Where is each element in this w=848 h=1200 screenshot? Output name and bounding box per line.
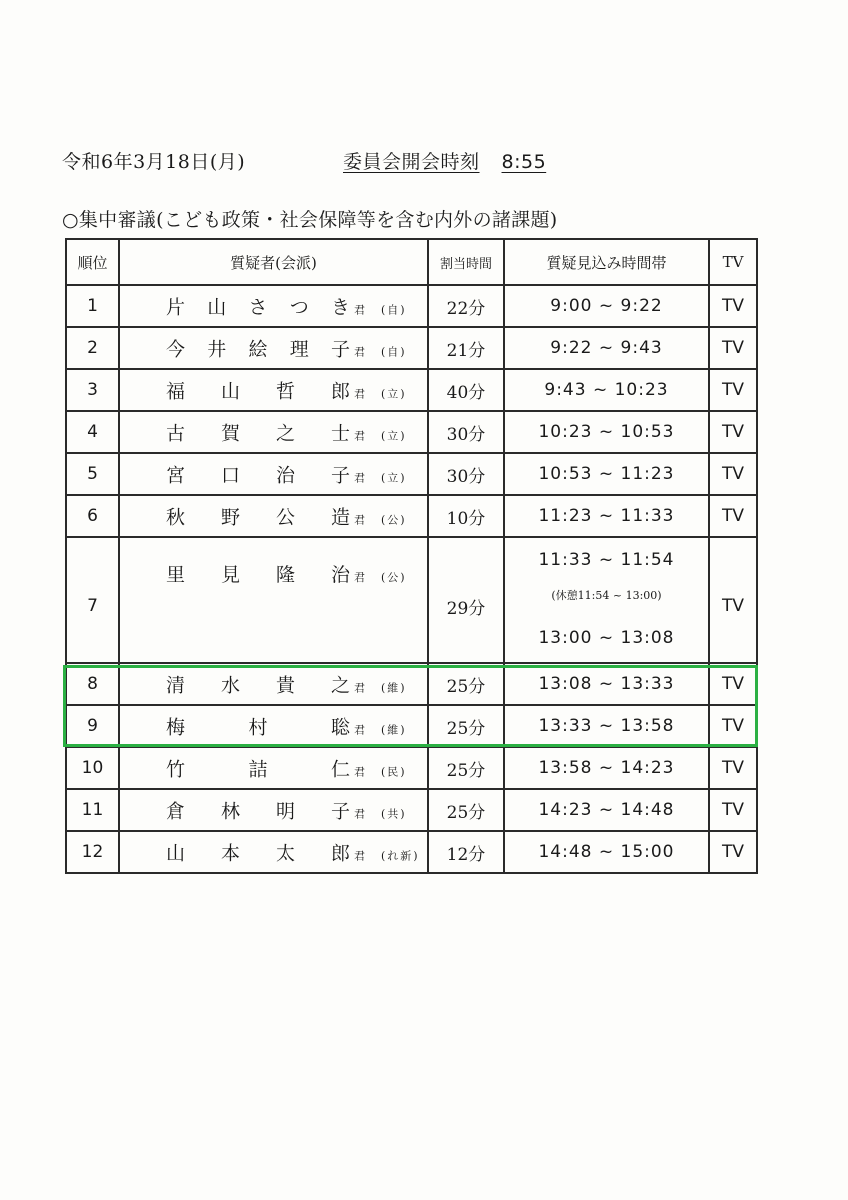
party: (維) [381, 681, 407, 695]
questioner [166, 461, 407, 488]
rank-cell: 8 [66, 663, 119, 705]
tv-cell: TV [709, 285, 757, 327]
rank-cell: 9 [66, 705, 119, 747]
tv-cell: TV [709, 369, 757, 411]
time-slot-cell: 13:08 ~ 13:33 [504, 663, 709, 705]
time-slot-cell: 9:43 ~ 10:23 [504, 369, 709, 411]
rank-cell: 4 [66, 411, 119, 453]
opening-label: 委員会開会時刻 [343, 151, 480, 173]
rank-cell: 12 [66, 831, 119, 873]
honorific: 君 [354, 513, 367, 527]
questioner [166, 839, 420, 866]
questioner-cell [119, 537, 428, 663]
table-row [66, 327, 757, 369]
questioner [166, 755, 407, 782]
time-slot-cell: 9:00 ~ 9:22 [504, 285, 709, 327]
questioner-cell [119, 663, 428, 705]
honorific: 君 [354, 807, 367, 821]
honorific: 君 [354, 681, 367, 695]
questioner-name: 今井絵理子 [166, 338, 352, 361]
questioner-name: 清水貴之 [166, 674, 352, 697]
opening-time-line [343, 147, 546, 174]
party: (公) [381, 571, 407, 584]
time-slot-cell: 14:23 ~ 14:48 [504, 789, 709, 831]
allocated-time-cell: 40分 [428, 369, 504, 411]
questioner [166, 503, 407, 530]
allocated-time-cell: 30分 [428, 453, 504, 495]
time-slot-cell: 13:58 ~ 14:23 [504, 747, 709, 789]
table-header-row [66, 239, 757, 285]
allocated-time-cell: 25分 [428, 663, 504, 705]
questioner-name: 秋野公造 [166, 506, 352, 529]
questioner [166, 560, 407, 587]
party: (れ新) [381, 849, 420, 863]
party: (公) [381, 513, 407, 527]
time-slot-cell: 10:23 ~ 10:53 [504, 411, 709, 453]
questioner-cell [119, 285, 428, 327]
rank-cell: 7 [66, 537, 119, 663]
party: (共) [381, 807, 407, 821]
rank-cell: 3 [66, 369, 119, 411]
time-slot-cell [504, 537, 709, 663]
questioner [166, 377, 407, 404]
party: (立) [381, 471, 407, 485]
header-time-slot: 質疑見込み時間帯 [504, 239, 709, 285]
questioner [166, 671, 407, 698]
tv-cell: TV [709, 789, 757, 831]
questioner-cell [119, 327, 428, 369]
allocated-time-cell: 30分 [428, 411, 504, 453]
questioner-cell [119, 747, 428, 789]
table-row [66, 537, 757, 663]
table-row [66, 453, 757, 495]
party: (民) [381, 765, 407, 779]
honorific: 君 [354, 765, 367, 779]
time-slot-resume: 13:00 ~ 13:08 [538, 628, 675, 648]
honorific: 君 [354, 387, 367, 401]
rank-cell: 11 [66, 789, 119, 831]
time-slot-cell: 10:53 ~ 11:23 [504, 453, 709, 495]
honorific: 君 [354, 345, 367, 359]
allocated-time-cell: 12分 [428, 831, 504, 873]
table-row [66, 369, 757, 411]
table-row [66, 411, 757, 453]
allocated-time-cell: 25分 [428, 789, 504, 831]
tv-cell: TV [709, 747, 757, 789]
header-rank: 順位 [66, 239, 119, 285]
allocated-time-cell: 10分 [428, 495, 504, 537]
questioner-name: 里見隆治 [166, 564, 352, 586]
rank-cell: 6 [66, 495, 119, 537]
table-row [66, 285, 757, 327]
rank-cell: 10 [66, 747, 119, 789]
tv-cell: TV [709, 495, 757, 537]
questioner-cell [119, 789, 428, 831]
table-row [66, 747, 757, 789]
honorific: 君 [354, 471, 367, 485]
questioner-name: 山本太郎 [166, 842, 352, 865]
questioner-cell [119, 495, 428, 537]
questioner-name: 宮口治子 [166, 464, 352, 487]
table-row [66, 705, 757, 747]
honorific: 君 [354, 429, 367, 443]
questioner-cell [119, 369, 428, 411]
rank-cell: 1 [66, 285, 119, 327]
table-row [66, 831, 757, 873]
questioner-cell [119, 705, 428, 747]
header-tv: TV [709, 239, 757, 285]
table-row [66, 495, 757, 537]
table-row [66, 789, 757, 831]
tv-cell: TV [709, 831, 757, 873]
section-title: ○集中審議(こども政策・社会保障等を含む内外の諸課題) [62, 209, 558, 231]
rank-cell: 2 [66, 327, 119, 369]
tv-cell: TV [709, 663, 757, 705]
time-slot-cell: 11:23 ~ 11:33 [504, 495, 709, 537]
party: (維) [381, 723, 407, 737]
allocated-time-cell: 25分 [428, 705, 504, 747]
break-note: (休憩11:54 ~ 13:00) [551, 589, 662, 602]
questioner-name: 古賀之士 [166, 422, 352, 445]
questioner-name: 片山さつき [166, 296, 352, 319]
questioner-name: 竹詰仁 [166, 758, 352, 781]
allocated-time-cell: 25分 [428, 747, 504, 789]
header-allocated-time: 割当時間 [428, 239, 504, 285]
allocated-time-cell: 22分 [428, 285, 504, 327]
time-slot: 11:33 ~ 11:54 [538, 550, 675, 570]
questioner [166, 419, 407, 446]
table-row [66, 663, 757, 705]
rank-cell: 5 [66, 453, 119, 495]
questioner-cell [119, 453, 428, 495]
honorific: 君 [354, 723, 367, 737]
tv-cell: TV [709, 411, 757, 453]
honorific: 君 [354, 303, 367, 317]
opening-time: 8:55 [501, 151, 547, 173]
party: (自) [381, 303, 407, 317]
party: (立) [381, 429, 407, 443]
tv-cell: TV [709, 537, 757, 663]
party: (自) [381, 345, 407, 359]
tv-cell: TV [709, 705, 757, 747]
questioner [166, 797, 407, 824]
questioner [166, 293, 407, 320]
time-slot-cell: 9:22 ~ 9:43 [504, 327, 709, 369]
honorific: 君 [354, 571, 367, 584]
questioner-name: 倉林明子 [166, 800, 352, 823]
questioner-name: 福山哲郎 [166, 380, 352, 403]
party: (立) [381, 387, 407, 401]
header-questioner: 質疑者(会派) [119, 239, 428, 285]
questioner [166, 713, 407, 740]
tv-cell: TV [709, 327, 757, 369]
allocated-time-cell: 29分 [428, 537, 504, 663]
questioner-cell [119, 411, 428, 453]
time-slot-cell: 13:33 ~ 13:58 [504, 705, 709, 747]
tv-cell: TV [709, 453, 757, 495]
questioner-name: 梅村聡 [166, 716, 352, 739]
questioner-cell [119, 831, 428, 873]
allocated-time-cell: 21分 [428, 327, 504, 369]
questioning-schedule-table [65, 238, 758, 874]
questioner [166, 335, 407, 362]
meeting-date: 令和6年3月18日(月) [62, 151, 246, 173]
honorific: 君 [354, 849, 367, 863]
time-slot-cell: 14:48 ~ 15:00 [504, 831, 709, 873]
